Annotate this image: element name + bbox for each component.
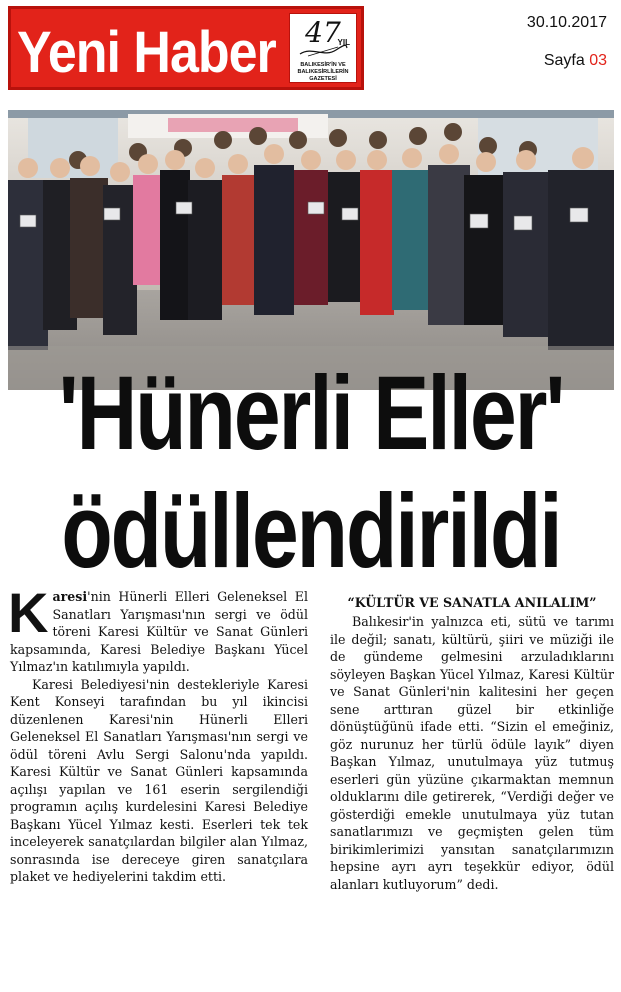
section-subhead: “KÜLTÜR VE SANATLA ANILALIM” xyxy=(347,595,597,610)
headline-line-2: ödüllendirildi xyxy=(61,471,561,590)
anniversary-badge xyxy=(289,13,357,83)
issue-date: 30.10.2017 xyxy=(526,14,607,31)
anniversary-number: 47 xyxy=(305,16,341,49)
lead-text: 'nin Hünerli Elleri Geleneksel El Sanatları Yarışması'nın sergi ve ödül töreni Karesi Kültür ve Sanat Günleri kapsamında, Karesi Belediye Başkanı Yücel Yılmaz'ın katılımıyla yapıldı. xyxy=(10,589,308,674)
page-label: Sayfa xyxy=(543,52,585,69)
headline-line-1: 'Hünerli Eller' xyxy=(58,353,564,472)
lead-bold-text: aresi xyxy=(52,589,88,604)
group-photo-illustration xyxy=(8,110,614,390)
group-photo xyxy=(8,110,614,390)
drop-cap: K xyxy=(8,581,49,644)
newspaper-title: Yeni Haber xyxy=(17,20,276,86)
flourish-icon xyxy=(298,44,348,58)
article-column-left xyxy=(8,581,308,886)
anniversary-suffix: YIL xyxy=(337,38,350,47)
paragraph-2: Karesi Belediyesi'nin destekleriyle Karesi Kent Konseyi tarafından bu yıl ikincisi düzenlenen Karesi'nin Hünerli Elleri Geleneksel El Sanatları Yarışması'nın sergi ve ödül töreni Avlu Sergi Salonu'nda yapıldı. Karesi Kültür ve Sanat Günleri kapsamında açılışı yapılan ve 161 eserin sergilendiği programın açılış kurdelesini Karesi Belediye Başkanı Yücel Yılmaz kesti. Eserleri tek tek inceleyerek sanatçılardan bilgiler alan Yılmaz, sonrasında ise dereceye giren sanatçılara plaket ve hediyelerini takdim etti. xyxy=(10,676,308,884)
lead-paragraph xyxy=(8,581,308,676)
page-number: 03 xyxy=(589,52,607,69)
masthead xyxy=(8,6,364,90)
page-indicator xyxy=(544,52,607,70)
article-column-right xyxy=(330,594,614,893)
anniversary-subtitle: BALIKESİR'İN VE BALIKESİRLİLERİN GAZETESİ xyxy=(297,62,349,82)
paragraph-3: Balıkesir'in yalnızca eti, sütü ve tarımı ile değil; sanatı, kültürü, şiiri ve müziği ile de gündeme gelmesini arzuladıklarını söyleyen Başkan Yücel Yılmaz, Karesi Kültür ve Sanat Günleri'nin kalitesini her geçen sene arttıran güzel bir etkinliğe dönüştüğünü ifade etti. “Sizin el emeğiniz, göz nurunuz her türlü ödüle layık” diyen Başkan Yılmaz, unutulmaya yüz tutmuş eserleri gün yüzüne çıkarmaktan memnun olduklarını dile getirerek, “Verdiği değer ve gösterdiği emekle unutulmaya yüz tutan sanatlarımızı ve geçmişten gelen tüm birikimlerimizi yansıtan sanatçılarımızın hepsine ayrı ayrı teşekkür ediyor, ödül alanları kutluyorum” dedi. xyxy=(330,614,614,892)
